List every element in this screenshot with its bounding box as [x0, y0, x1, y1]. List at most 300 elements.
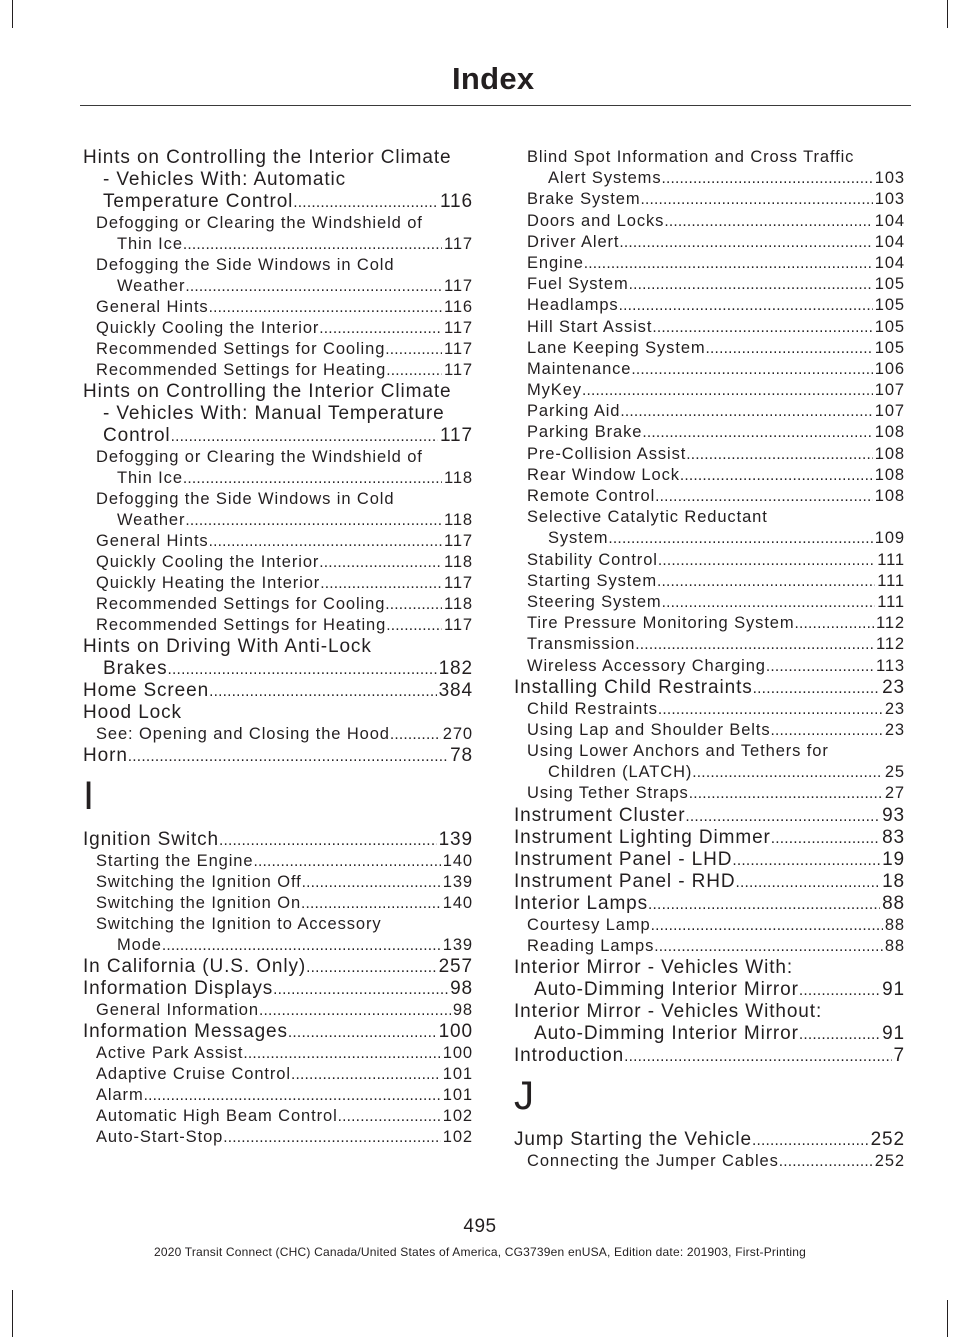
entry-page-number: 182 [438, 658, 473, 679]
entry-page-number: 118 [443, 511, 473, 529]
entry-line [83, 745, 473, 767]
page-number: 495 [463, 1216, 497, 1237]
entry-label: General Information [96, 1001, 259, 1019]
entry-page-number: 139 [438, 829, 473, 850]
footer-edition-text: 2020 Transit Connect (CHC) Canada/United States of America, CG3739en enUSA, Edition date: 201903, First-Printing [153, 1245, 807, 1259]
entry-line [514, 720, 905, 741]
entry-label: Alarm [96, 1086, 144, 1104]
entry-page-number: 91 [882, 1023, 905, 1044]
entry-page-number: 139 [442, 873, 473, 891]
index-subentry [514, 147, 905, 189]
entry-page-number: 93 [882, 804, 905, 826]
entry-label: Connecting the Jumper Cables [527, 1152, 779, 1170]
entry-page-number: 270 [442, 725, 473, 743]
entry-page-number: 100 [442, 1044, 473, 1062]
index-subentry [514, 253, 905, 274]
index-heading [514, 805, 905, 827]
index-heading [514, 957, 905, 1001]
entry-line [514, 422, 905, 443]
index-heading [83, 978, 473, 1000]
entry-page-number: 103 [873, 168, 905, 189]
index-subentry [514, 380, 905, 401]
index-heading [83, 147, 473, 213]
entry-label: Control [103, 425, 171, 446]
index-subentry [83, 552, 473, 573]
index-entry [83, 829, 473, 956]
entry-line [514, 338, 905, 359]
entry-line [83, 213, 473, 234]
entry-line [514, 957, 905, 979]
crop-mark [12, 0, 13, 28]
dot-leader [685, 808, 905, 825]
entry-label: - Vehicles With: Manual Temperature [103, 403, 445, 424]
entry-label: Active Park Assist [96, 1044, 244, 1062]
entry-label: Ignition Switch [83, 829, 220, 850]
entry-label: Defogging or Clearing the Windshield of [96, 214, 423, 232]
entry-line [514, 1045, 905, 1067]
index-subentry [83, 318, 473, 339]
index-subentry [514, 656, 905, 677]
entry-page-number: 117 [443, 532, 473, 550]
entry-label: Auto-Dimming Interior Mirror [534, 1023, 799, 1044]
entry-line [83, 851, 473, 872]
dot-leader [259, 1002, 473, 1019]
index-column-left [83, 147, 473, 1148]
dot-leader [655, 488, 905, 505]
entry-line [514, 295, 905, 316]
index-subentry [83, 1000, 473, 1021]
entry-label: Recommended Settings for Heating [96, 361, 387, 379]
entry-label: Wireless Accessory Charging [527, 656, 766, 675]
entry-line [514, 656, 905, 677]
entry-label: Quickly Cooling the Interior [96, 319, 320, 337]
entry-label: Instrument Cluster [514, 804, 686, 826]
entry-line [83, 255, 473, 276]
entry-line [83, 510, 473, 531]
entry-line [83, 531, 473, 552]
entry-line [514, 893, 905, 915]
dot-leader [619, 297, 905, 314]
index-entry [83, 636, 473, 680]
entry-label: Children (LATCH) [548, 763, 693, 782]
entry-line [83, 234, 473, 255]
entry-line [83, 935, 473, 956]
index-entry [83, 745, 473, 767]
index-subentry [514, 613, 905, 634]
index-heading [83, 745, 473, 767]
index-subentry [514, 783, 905, 804]
dot-leader [652, 319, 905, 336]
entry-label: Mode [117, 936, 162, 954]
index-subentry [83, 531, 473, 552]
index-subentry [83, 339, 473, 360]
dot-leader [219, 832, 473, 849]
index-heading [83, 829, 473, 851]
entry-label: In California (U.S. Only) [83, 956, 307, 977]
entry-line [83, 381, 473, 403]
index-subentry [514, 571, 905, 592]
dot-leader [624, 1048, 905, 1065]
index-subentry [514, 465, 905, 486]
entry-label: Instrument Panel - LHD [514, 848, 733, 870]
dot-leader [635, 636, 905, 653]
index-subentry [514, 189, 905, 210]
entry-page-number: 98 [450, 978, 473, 999]
entry-page-number: 104 [873, 232, 905, 253]
entry-label: System [548, 529, 609, 548]
index-entry [83, 1021, 473, 1148]
entry-label: Instrument Panel - RHD [514, 870, 736, 892]
entry-label: Auto-Start-Stop [96, 1128, 224, 1146]
dot-leader [648, 896, 905, 913]
entry-line [514, 827, 905, 849]
entry-label: Steering System [527, 592, 662, 611]
entry-page-number: 83 [882, 826, 905, 848]
entry-page-number: 27 [883, 783, 905, 804]
index-subentry [514, 359, 905, 380]
entry-page-number: 104 [873, 253, 905, 274]
entry-label: Hints on Controlling the Interior Climate [83, 381, 452, 402]
entry-label: Reading Lamps [527, 936, 655, 955]
entry-line [83, 893, 473, 914]
entry-line [83, 724, 473, 745]
entry-page-number: 106 [873, 359, 905, 380]
entry-page-number: 140 [442, 852, 473, 870]
index-subentry [83, 851, 473, 872]
index-entry [514, 1001, 905, 1045]
dot-leader [642, 424, 905, 441]
index-column-right [514, 147, 905, 1172]
entry-label: Child Restraints [527, 699, 658, 718]
entry-page-number: 18 [882, 870, 905, 892]
dot-leader [651, 917, 905, 934]
entry-label: Stability Control [527, 550, 658, 569]
dot-leader [680, 467, 905, 484]
entry-line [83, 1127, 473, 1148]
index-subentry [514, 720, 905, 741]
entry-line [83, 447, 473, 468]
entry-page-number: 19 [882, 848, 905, 870]
dot-leader [619, 234, 905, 251]
entry-line [514, 486, 905, 507]
index-subentry [514, 915, 905, 936]
dot-leader [171, 428, 473, 445]
entry-page-number: 108 [873, 444, 905, 465]
dot-leader [209, 533, 473, 550]
index-subentry [514, 422, 905, 443]
entry-line [83, 1085, 473, 1106]
entry-page-number: 105 [873, 338, 905, 359]
dot-leader [641, 191, 906, 208]
entry-line [83, 829, 473, 851]
entry-label: Quickly Cooling the Interior [96, 553, 320, 571]
entry-line [83, 615, 473, 636]
entry-label: Starting System [527, 571, 657, 590]
dot-leader [144, 1087, 473, 1104]
dot-leader [692, 764, 905, 781]
entry-label: Interior Mirror - Vehicles With: [514, 957, 794, 978]
entry-page-number: 7 [893, 1045, 905, 1066]
dot-leader [658, 701, 905, 718]
index-entry [514, 849, 905, 871]
entry-line [514, 783, 905, 804]
dot-leader [629, 276, 905, 293]
dot-leader [162, 937, 473, 954]
index-entry [514, 677, 905, 805]
entry-label: Hints on Controlling the Interior Climate [83, 147, 452, 168]
entry-page-number: 117 [443, 361, 473, 379]
index-subentry [514, 741, 905, 783]
entry-label: Auto-Dimming Interior Mirror [534, 979, 799, 1000]
entry-label: Tire Pressure Monitoring System [527, 614, 795, 633]
entry-label: Blind Spot Information and Cross Traffic [527, 148, 855, 166]
entry-line [514, 465, 905, 486]
entry-line [514, 592, 905, 613]
entry-page-number: 23 [882, 676, 905, 698]
entry-line [83, 1043, 473, 1064]
entry-label: Hints on Driving With Anti-Lock [83, 636, 372, 657]
entry-line [83, 297, 473, 318]
index-heading [514, 827, 905, 849]
entry-label: Thin Ice [117, 235, 183, 253]
entry-line [514, 232, 905, 253]
index-subentry [83, 893, 473, 914]
section-letter: I [83, 774, 95, 818]
entry-label: Switching the Ignition to Accessory [96, 915, 382, 933]
index-subentry [83, 447, 473, 489]
entry-line [514, 699, 905, 720]
index-entry [514, 147, 905, 677]
dot-leader [128, 748, 473, 765]
entry-page-number: 100 [438, 1021, 473, 1042]
entry-label: Driver Alert [527, 232, 620, 251]
entry-page-number: 111 [875, 571, 905, 592]
dot-leader [584, 255, 905, 272]
entry-page-number: 111 [875, 592, 905, 613]
index-subentry [83, 573, 473, 594]
index-subentry [514, 444, 905, 465]
entry-line [514, 1151, 905, 1172]
entry-page-number: 107 [873, 380, 905, 401]
entry-page-number: 257 [438, 956, 473, 977]
dot-leader [657, 573, 905, 590]
entry-label: Headlamps [527, 296, 619, 315]
entry-page-number: 102 [442, 1128, 473, 1146]
index-subentry [83, 914, 473, 956]
entry-label: Thin Ice [117, 469, 183, 487]
dot-leader [185, 512, 473, 529]
entry-page-number: 105 [873, 317, 905, 338]
entry-line [514, 211, 905, 232]
index-subentry [514, 401, 905, 422]
dot-leader [620, 403, 905, 420]
dot-leader [273, 981, 473, 998]
entry-line [83, 360, 473, 381]
entry-line [83, 468, 473, 489]
index-entry [83, 956, 473, 978]
index-heading [514, 1001, 905, 1045]
index-subentry [514, 338, 905, 359]
entry-page-number: 105 [873, 274, 905, 295]
index-heading [83, 702, 473, 724]
dot-leader [662, 594, 905, 611]
entry-line [83, 276, 473, 297]
entry-label: Interior Mirror - Vehicles Without: [514, 1001, 823, 1022]
entry-label: Recommended Settings for Cooling [96, 595, 386, 613]
dot-leader [209, 683, 473, 700]
index-subentry [83, 297, 473, 318]
entry-line [514, 189, 905, 210]
entry-line [514, 871, 905, 893]
entry-line [83, 872, 473, 893]
index-subentry [83, 489, 473, 531]
entry-label: Courtesy Lamp [527, 915, 651, 934]
entry-page-number: 384 [438, 680, 473, 701]
index-subentry [514, 274, 905, 295]
entry-page-number: 112 [874, 634, 905, 655]
dot-leader [185, 278, 473, 295]
dot-leader [183, 470, 473, 487]
index-subentry [83, 1127, 473, 1148]
entry-page-number: 112 [874, 613, 905, 634]
entry-label: Remote Control [527, 487, 656, 505]
entry-label: Home Screen [83, 680, 210, 701]
entry-line [514, 936, 905, 957]
index-entry [83, 702, 473, 745]
index-entry [514, 805, 905, 827]
entry-page-number: 117 [443, 616, 473, 634]
entry-line [83, 658, 473, 680]
entry-line [83, 489, 473, 510]
entry-page-number: 116 [440, 191, 473, 212]
dot-leader [689, 785, 905, 802]
entry-line [514, 762, 905, 783]
index-subentry [514, 936, 905, 957]
entry-label: Recommended Settings for Cooling [96, 340, 386, 358]
index-subentry [83, 1064, 473, 1085]
index-heading [83, 636, 473, 680]
entry-page-number: 98 [452, 1001, 473, 1019]
entry-label: Temperature Control [103, 191, 294, 212]
dot-leader [654, 938, 905, 955]
entry-line [514, 528, 905, 549]
entry-label: Using Lower Anchors and Tethers for [527, 742, 829, 761]
entry-label: Weather [117, 277, 186, 295]
entry-label: Defogging the Side Windows in Cold [96, 256, 395, 274]
entry-label: General Hints [96, 532, 209, 550]
index-subentry [83, 360, 473, 381]
index-subentry [514, 317, 905, 338]
index-entry [514, 1045, 905, 1067]
entry-line [514, 274, 905, 295]
entry-page-number: 101 [442, 1065, 473, 1083]
entry-label: Jump Starting the Vehicle [514, 1129, 752, 1150]
dot-leader [582, 382, 905, 399]
entry-page-number: 23 [883, 720, 905, 741]
entry-label: Information Messages [83, 1021, 288, 1042]
entry-line [83, 191, 473, 213]
entry-page-number: 139 [442, 936, 473, 954]
index-subentry [514, 550, 905, 571]
entry-page-number: 88 [883, 915, 905, 936]
index-entry [83, 680, 473, 702]
entry-page-number: 117 [443, 340, 473, 358]
index-heading [514, 677, 905, 699]
entry-label: Weather [117, 511, 186, 529]
entry-line [83, 1000, 473, 1021]
crop-mark [947, 1300, 948, 1337]
entry-label: Parking Aid [527, 402, 621, 421]
entry-line [514, 741, 905, 762]
entry-label: General Hints [96, 298, 209, 316]
entry-label: Quickly Heating the Interior [96, 574, 321, 592]
entry-label: Maintenance [527, 359, 632, 378]
entry-label: Starting the Engine [96, 852, 254, 870]
index-heading [83, 956, 473, 978]
dot-leader [243, 1045, 473, 1062]
entry-page-number: 118 [443, 469, 473, 487]
index-subentry [83, 1106, 473, 1127]
entry-line [514, 444, 905, 465]
entry-line [83, 702, 473, 724]
entry-line [83, 914, 473, 935]
crop-mark [12, 1290, 13, 1337]
dot-leader [664, 213, 905, 230]
entry-label: Using Tether Straps [527, 784, 689, 803]
entry-page-number: 252 [873, 1151, 905, 1172]
entry-line [514, 1001, 905, 1023]
entry-line [83, 594, 473, 615]
entry-label: Defogging or Clearing the Windshield of [96, 448, 423, 466]
dot-leader [661, 170, 905, 187]
entry-page-number: 117 [440, 425, 473, 446]
dot-leader [631, 361, 905, 378]
entry-label: Introduction [514, 1045, 625, 1066]
entry-label: Installing Child Restraints [514, 676, 753, 698]
header-rule [80, 105, 911, 106]
entry-line [514, 507, 905, 528]
section-letter: J [514, 1074, 534, 1118]
entry-page-number: 78 [450, 745, 473, 766]
entry-page-number: 91 [882, 979, 905, 1000]
index-subentry [514, 486, 905, 507]
index-heading [83, 381, 473, 447]
entry-line [83, 1064, 473, 1085]
entry-label: Brake System [527, 190, 641, 209]
entry-page-number: 108 [873, 465, 905, 486]
index-subentry [514, 295, 905, 316]
entry-page-number: 88 [882, 892, 905, 914]
entry-line [514, 571, 905, 592]
entry-page-number: 118 [443, 595, 473, 613]
entry-label: Alert Systems [548, 169, 662, 188]
entry-page-number: 107 [873, 401, 905, 422]
index-heading [83, 1021, 473, 1043]
entry-label: Parking Brake [527, 423, 643, 442]
entry-label: Interior Lamps [514, 892, 649, 914]
entry-line [514, 380, 905, 401]
entry-line [83, 403, 473, 425]
entry-label: Lane Keeping System [527, 338, 706, 357]
entry-line [514, 253, 905, 274]
entry-line [514, 677, 905, 699]
entry-line [514, 613, 905, 634]
index-entry [514, 893, 905, 957]
index-entry [514, 1129, 905, 1172]
entry-label: Defogging the Side Windows in Cold [96, 490, 395, 508]
entry-page-number: 117 [443, 277, 473, 295]
entry-label: Pre-Collision Assist [527, 444, 687, 463]
